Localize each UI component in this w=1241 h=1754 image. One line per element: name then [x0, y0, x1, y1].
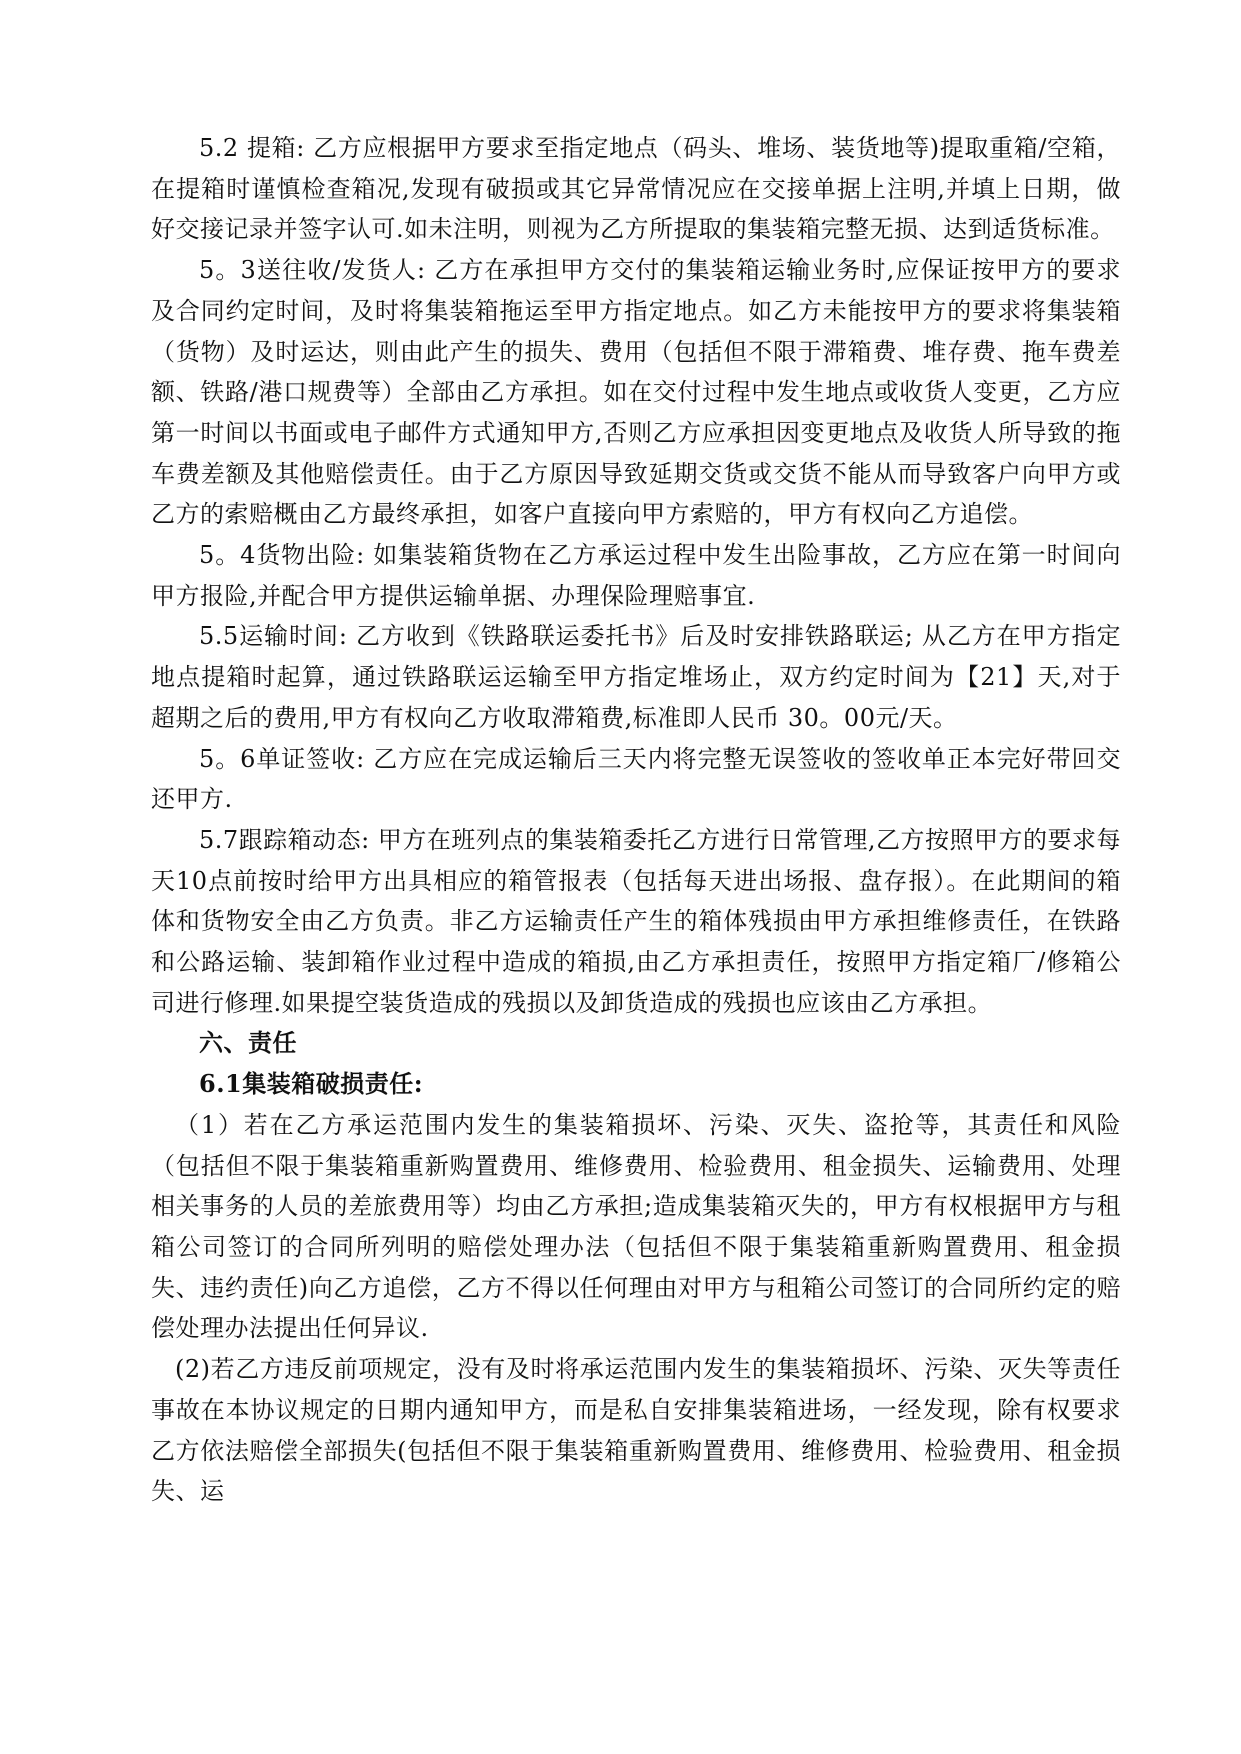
- paragraph-6-1-1: （1）若在乙方承运范围内发生的集装箱损坏、污染、灭失、盗抢等，其责任和风险（包括但不限于集装箱重新购置费用、维修费用、检验费用、租金损失、运输费用、处理相关事务的人员的差旅费用等）均由乙方承担;造成集装箱灭失的，甲方有权根据甲方与租箱公司签订的合同所列明的赔偿处理办法（包括但不限于集装箱重新购置费用、租金损失、违约责任)向乙方追偿，乙方不得以任何理由对甲方与租箱公司签订的合同所约定的赔偿处理办法提出任何异议.: [151, 1110, 1121, 1343]
- subsection-heading-6-1: 6.1集装箱破损责任:: [199, 1069, 424, 1099]
- paragraph-5-5: 5.5运输时间: 乙方收到《铁路联运委托书》后及时安排铁路联运; 从乙方在甲方指定地点提箱时起算，通过铁路联运运输至甲方指定堆场止，双方约定时间为【21】天,对于超期之后的费用,甲方有权向乙方收取滞箱费,标准即人民币 30。00元/天。: [151, 622, 1121, 732]
- paragraph-6-1-2: (2)若乙方违反前项规定，没有及时将承运范围内发生的集装箱损坏、污染、灭失等责任事故在本协议规定的日期内通知甲方，而是私自安排集装箱进场，一经发现，除有权要求乙方依法赔偿全部损失(包括但不限于集装箱重新购置费用、维修费用、检验费用、租金损失、运: [151, 1355, 1121, 1506]
- paragraph-5-4: 5。4货物出险: 如集装箱货物在乙方承运过程中发生出险事故，乙方应在第一时间向甲方报险,并配合甲方提供运输单据、办理保险理赔事宜.: [151, 541, 1121, 610]
- paragraph-5-2: 5.2 提箱: 乙方应根据甲方要求至指定地点（码头、堆场、装货地等)提取重箱/空箱，在提箱时谨慎检查箱况,发现有破损或其它异常情况应在交接单据上注明,并填上日期，做好交接记录并签字认可.如未注明，则视为乙方所提取的集装箱完整无损、达到适货标准。: [151, 134, 1121, 244]
- paragraph-5-6: 5。6单证签收: 乙方应在完成运输后三天内将完整无误签收的签收单正本完好带回交还甲方.: [151, 744, 1121, 814]
- paragraph-5-7: 5.7跟踪箱动态: 甲方在班列点的集装箱委托乙方进行日常管理,乙方按照甲方的要求每天10点前按时给甲方出具相应的箱管报表（包括每天进出场报、盘存报）。在此期间的箱体和货物安全由乙方负责。非乙方运输责任产生的箱体残损由甲方承担维修责任，在铁路和公路运输、装卸箱作业过程中造成的箱损,由乙方承担责任，按照甲方指定箱厂/修箱公司进行修理.如果提空装货造成的残损以及卸货造成的残损也应该由乙方承担。: [151, 825, 1122, 1017]
- document-page: [151, 128, 1121, 1512]
- paragraph-5-3: 5。3送往收/发货人: 乙方在承担甲方交付的集装箱运输业务时,应保证按甲方的要求及合同约定时间，及时将集装箱拖运至甲方指定地点。如乙方未能按甲方的要求将集装箱（货物）及时运达，则由此产生的损失、费用（包括但不限于滞箱费、堆存费、拖车费差额、铁路/港口规费等）全部由乙方承担。如在交付过程中发生地点或收货人变更，乙方应第一时间以书面或电子邮件方式通知甲方,否则乙方应承担因变更地点及收货人所导致的拖车费差额及其他赔偿责任。由于乙方原因导致延期交货或交货不能从而导致客户向甲方或乙方的索赔概由乙方最终承担，如客户直接向甲方索赔的，甲方有权向乙方追偿。: [151, 256, 1121, 529]
- section-heading-6: 六、责任: [199, 1028, 297, 1058]
